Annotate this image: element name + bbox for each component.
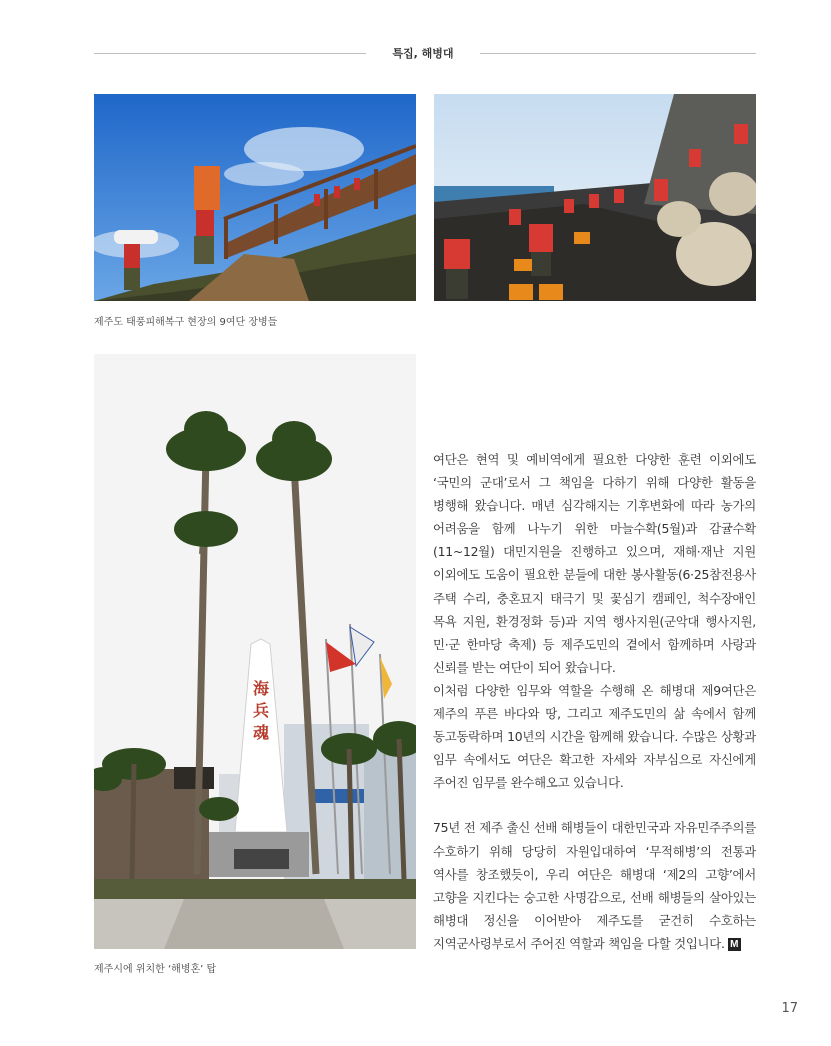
svg-text:兵: 兵 [252, 701, 270, 720]
article-paragraph: 여단은 현역 및 예비역에게 필요한 다양한 훈련 이외에도 ‘국민의 군대’로서 그 책임을 다하기 위해 다양한 활동을 병행해 왔습니다. 매년 심각해지는 기후변화에 따라 농가의 어려움을 함께 나누기 위한 마늘수확(5월)과 감귤수확(11~12월) 대민지원을 진행하고 있으며, 재해·재난 지원 이외에도 도움이 필요한 분들에 대한 봉사활동(6·25참전용사 주택 수리, 충혼묘지 태극기 및 꽃심기 캠페인, 척수장애인 목욕 지원, 환경정화 등)과 지역 행사지원(군악대 행사지원, 민·군 한마당 축제) 등 제주도민의 곁에서 함께하며 사랑과 신뢰를 받는 여단이 되어 왔습니다. [433, 452, 756, 675]
article-paragraph-final [433, 816, 756, 955]
end-mark-icon: M [728, 938, 741, 951]
article-body [433, 448, 756, 955]
caption-tower-photo: 제주시에 위치한 ‘해병혼’ 탑 [94, 964, 217, 975]
svg-text:魂: 魂 [252, 723, 270, 742]
paragraph-spacer [433, 794, 756, 816]
photo-typhoon-recovery-stairway [94, 94, 416, 301]
photo-haebyeonghon-tower [94, 354, 416, 949]
header-rule-left [94, 53, 366, 54]
svg-text:海: 海 [252, 679, 270, 698]
header-rule-right [480, 53, 756, 54]
caption-top-photos: 제주도 태풍피해복구 현장의 9여단 장병들 [94, 317, 278, 328]
page-number: 17 [781, 1001, 798, 1016]
photo-seashore-cleanup [434, 94, 756, 301]
article-paragraph: 이처럼 다양한 임무와 역할을 수행해 온 해병대 제9여단은 제주의 푸른 바다와 땅, 그리고 제주도민의 삶 속에서 함께 동고동락하며 10년의 시간을 함께해 왔습니다. 수많은 상황과 임무 속에서도 여단은 확고한 자세와 자부심으로 자신에게 주어진 임무를 완수해오고 있습니다. [433, 682, 756, 791]
section-title: 특집, 해병대 [392, 47, 454, 60]
tower-inscription [253, 679, 270, 742]
article-paragraph-text: 75년 전 제주 출신 선배 해병들이 대한민국과 자유민주주의를 수호하기 위해 당당히 자원입대하여 ‘무적해병’의 전통과 역사를 창조했듯이, 우리 여단은 해병대 ‘제2의 고향’에서 고향을 지킨다는 숭고한 사명감으로, 선배 해병들의 살아있는 해병대 정신을 이어받아 제주도를 굳건히 수호하는 지역군사령부로서 주어진 역할과 책임을 다할 것입니다. [433, 820, 756, 951]
